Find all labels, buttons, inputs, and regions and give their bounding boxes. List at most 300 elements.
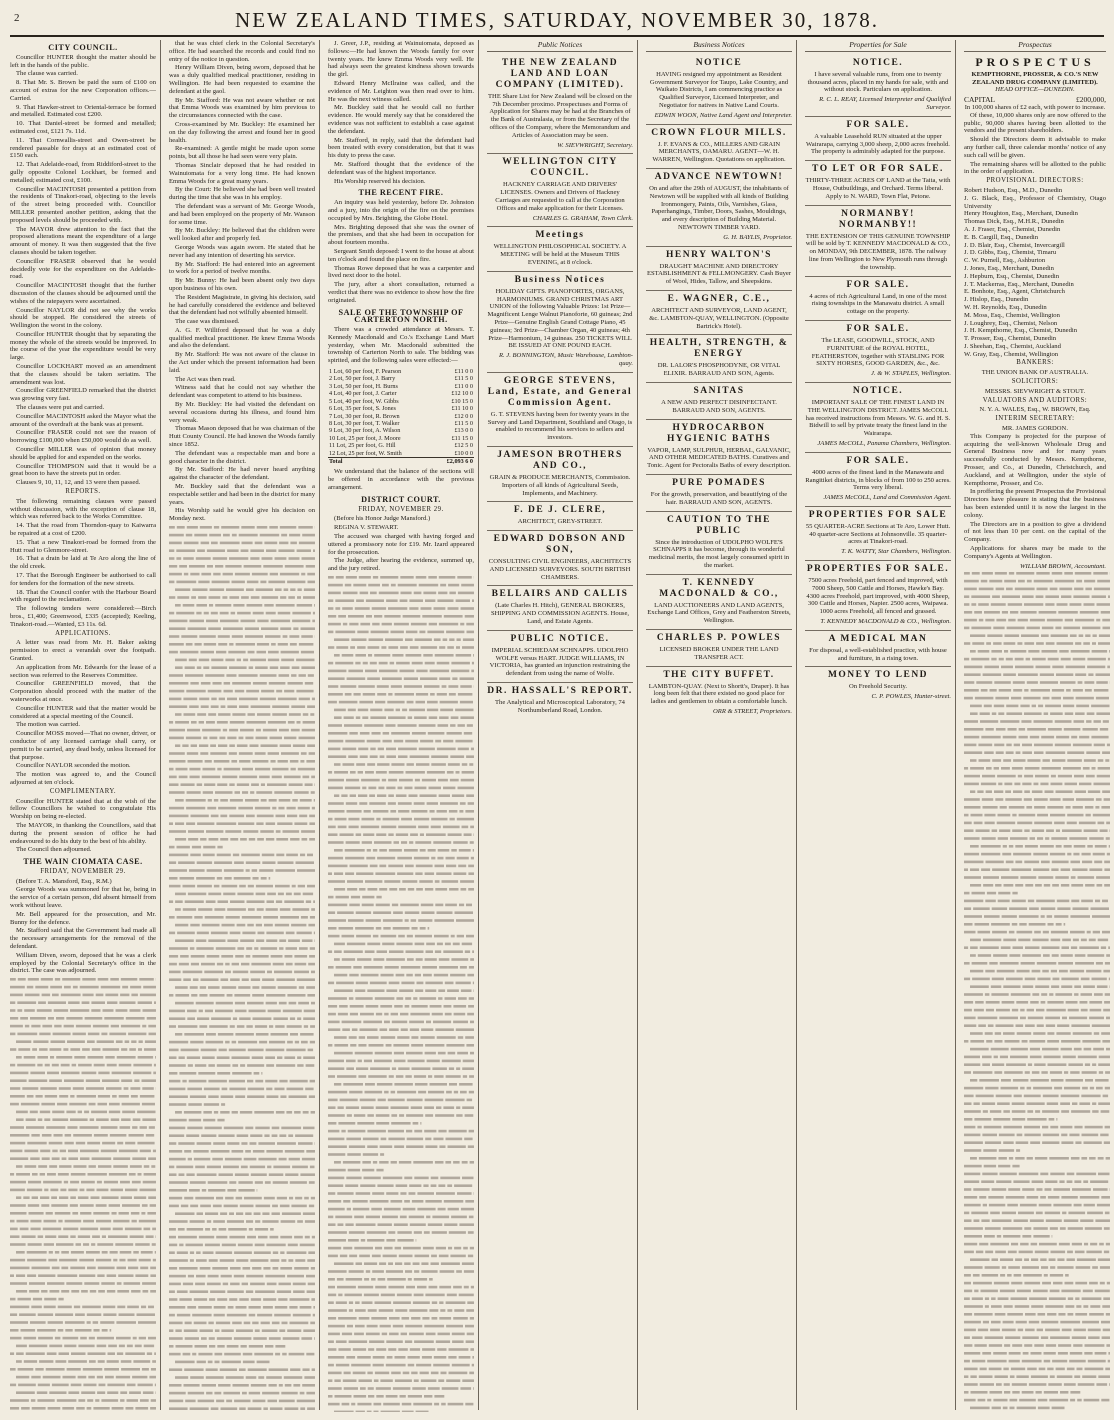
paragraph: Councillor MACINTOSH presented a petition from the residents of Tinakori-road, objecting to the levels of the street being proceeded with. Councillor MILLER presented another petition, asking that the proposed levels should be proceeded with. [10,185,156,224]
price-cell: £10 15 0 [451,397,473,405]
director-name: J. Loughrey, Esq., Chemist, Nelson [964,319,1058,327]
ad-title: NOTICE. [852,57,904,68]
advertisement [805,206,951,277]
ad-body: A valuable Leasehold RUN situated at the upper Wairarapa, carrying 3,000 sheep, 2,000 acres freehold. The property is admirably adapted for the purpose. [806,132,950,156]
paragraph: The accused was charged with having forged and uttered a promissory note for £19. Mr. Izard appeared for the prosecution. [328,532,474,556]
lot-cell: 7 Lot, 30 per foot, R. Brown [329,412,400,420]
paragraph: 11. That Cornwallis-street and Owen-street be rendered passable for drays at an estimated cost of £150 each. [10,136,156,160]
table-row [328,383,474,390]
column-heading: Prospectus [964,40,1106,52]
ad-title: WELLINGTON CITY COUNCIL. [502,157,618,179]
dateline: FRIDAY, NOVEMBER 29. [358,505,444,513]
ad-body: G. T. STEVENS having been for twenty years in the Survey and Land Department, Southland and Otago, is enabled to recommend his services to sellers and investors. [487,410,633,442]
article-heading: THE WAIN CIOMATA CASE. [23,857,143,867]
ad-signature: R. J. BONNINGTON, Music Warehouse, Lambton-quay. [498,352,633,367]
table-row [328,442,474,449]
ad-title: THE CITY BUFFET. [663,669,775,680]
paragraph: There was a crowded attendance at Messrs. T. Kennedy Macdonald and Co.'s Exchange Land Mart yesterday, when Mr. Macdonald submitted the township of Carterton North to sale. The bidding was spirited, and the following sales were effected:— [328,326,474,365]
director-name: Robert Hudson, Esq., M.D., Dunedin [964,186,1063,194]
ad-title: Business Notices [514,274,606,285]
lot-cell: 10 Lot, 25 per foot, J. Moore [329,434,401,442]
paragraph: that he was chief clerk in the Colonial Secretary's office. He had searched the records and could find no entry of the notice in question. [169,40,315,63]
paragraph: 15. That a new Tinakori-road be formed from the Hutt road to Glenmore-street. [10,538,156,554]
directors-heading: PROVISIONAL DIRECTORS: [986,177,1084,185]
text-texture [10,976,156,1412]
paragraph: Mr. Buckley said that the defendant was a respectable settler and had been in the district for many years. [169,483,315,506]
advertisement [805,453,951,507]
ad-list [487,55,633,719]
director-name: J. H. Kempthorne, Esq., Chemist, Dunedin [964,327,1077,335]
advertisement [646,247,792,291]
advertisement [487,154,633,227]
paragraph: Councillor HUNTER stated that at the wish of the fellow Councillors he wished to congratulate His Worship on being re-elected. [10,797,156,821]
advertisement [487,683,633,719]
ad-body: The Analytical and Microscopical Laboratory, 74 Northumberland Road, London. [495,699,625,714]
ad-list [805,55,951,705]
advertisement [487,631,633,683]
section-heading: COMPLIMENTARY. [49,787,117,795]
director-name: J. Hepburn, Esq., Chemist, Dunedin [964,272,1060,280]
article-body [328,199,474,304]
column-rule [796,40,797,1410]
ad-body: 7500 acres Freehold, part fenced and improved, with 7000 Sheep, 500 Cattle and Horses, Hawke's Bay. 4300 acres Freehold, part improved, with 4000 Sheep, 300 Cattle and Horses, Napier. 2500 acres, Waipawa. 1000 acres Freehold, all fenced and grassed. [806,577,950,616]
prospectus-company: KEMPTHORNE, PROSSER, & CO.'S NEW ZEALAND DRUG COMPANY (LIMITED). [971,70,1099,86]
price-cell: £11 15 0 [451,434,473,442]
table-row [328,413,474,420]
paragraph: The Judge, after hearing the evidence, summed up, and the jury retired. [328,557,474,573]
paragraph: Councillor GREENFIELD moved, that the Corporation should proceed with the matter of the waterworks at once. [10,680,156,703]
advertisement [487,447,633,502]
section-heading: APPLICATIONS. [55,629,111,637]
section-heading: REPORTS. [65,488,101,496]
price-cell: £10 0 0 [454,449,473,457]
director-name: J. D. Blair, Esq., Chemist, Invercargill [964,241,1065,249]
article-heading: DISTRICT COURT. [361,494,441,504]
prospectus-signature: WILLIAM BROWN, Accountant. [1020,562,1106,570]
paragraph: REGINA V. STEWART. [334,524,399,532]
ad-body: 55 QUARTER-ACRE Sections at Te Aro, Lower Hutt. 40 quarter-acre Sections at Johnsonville. 35 quarter-acres at Tinakori-road. [805,522,951,546]
paragraph: Mr. Bell appeared for the prosecution, and Mr. Bunny for the defence. [10,910,156,926]
paragraph: By Mr. Buckley: He had visited the defendant on several occasions during his illness, and found him very weak. [169,401,315,424]
text-texture [328,574,474,1412]
total-row [328,457,474,465]
column-rule [955,40,956,1410]
paragraph: Thomas Rowe deposed that he was a carpenter and lived next door to the hotel. [328,264,474,280]
director-name: M. Moss, Esq., Chemist, Wellington [964,311,1060,319]
paragraph: The motion was carried. [16,721,81,729]
ad-body: HAVING resigned my appointment as Resident Government Surveyor for Taupo, Lake Country, and Waikato Districts, I am commencing practice as Qualified Surveyor, Licensed Interpreter, and Negotiator for natives in Native Land Courts. [649,70,789,109]
paragraph: 17. That the Borough Engineer be authorised to call for tenders for the formation of the new streets. [10,572,156,587]
ad-signature: R. C. L. REAY, Licensed Interpreter and Qualified Surveyor. [819,96,951,111]
ad-signature: T. KENNEDY MACDONALD & CO., Wellington. [820,618,951,626]
ad-body: ARCHITECT, GREY-STREET. [517,518,603,526]
ad-body: DR. LALOR'S PHOSPHODYNE, OR VITAL ELIXIR. BARRAUD AND SON, Agents. [657,362,781,378]
paragraph: By Mr. Stafford: He had never heard anything against the character of the defendant. [169,466,315,482]
paragraph: By the Court: He believed she had been well treated during the time that she was in his employ. [169,186,315,202]
lot-cell: 6 Lot, 35 per foot, S. Jones [329,405,396,413]
ad-title: HYDROCARBON HYGIENIC BATHS [667,422,771,444]
column-rule [637,40,638,1410]
prospectus-body [964,112,1106,176]
secretary-heading: INTERIM SECRETARY: [995,415,1075,423]
table-row [328,420,474,427]
ad-title: FOR SALE. [846,279,910,290]
director-name: J. Jones, Esq., Merchant, Dunedin [964,264,1054,272]
ad-signature: EDWIN WOON, Native Land Agent and Interpreter. [654,111,792,119]
ad-body: On Freehold Security. [849,683,907,691]
solicitors: MESSRS. SIEVWRIGHT & STOUT. [984,387,1086,395]
paragraph: The MAYOR, in thanking the Councillors, said that during the present session of office he had endeavoured to do his duty to the best of his ability. [10,821,156,845]
ad-title: THE NEW ZEALAND LAND AND LOAN COMPANY (LIMITED). [495,57,625,90]
advertisement [646,55,792,125]
advertisement [487,227,633,271]
column-city-council [6,40,160,1412]
paragraph: Councillor FRASER observed that he would decidedly vote for the expenditure on the Adelaide-road. [10,257,156,281]
paragraph: Thomas Sinclair deposed that he had resided in Wainuiomata for a very long time. He had known Emma Woods for a great many years. [169,161,315,185]
advertisement [487,531,633,586]
advertisement [487,373,633,447]
text-texture [169,524,315,1412]
advertisement [805,321,951,383]
masthead-rule [10,35,1104,37]
ad-body: For disposal, a well-established practice, with house and furniture, in a rising town. [809,646,947,662]
paragraph: Councillor MACINTOSH asked the Mayor what the amount of the overdraft at the bank was at present. [10,412,156,428]
paragraph: The remaining shares will be allotted to the public in the order of application. [964,160,1106,176]
paragraph: The clause was carried. [16,70,78,78]
ad-body: VAPOR, LAMP, SULPHUR, HERBAL, GALVANIC, AND OTHER MEDICATED BATHS. Curatives and Tonic. Agent for Pectoralis Baths of every description. [647,446,791,470]
article-body [10,878,156,976]
paragraph: By Mr. Stafford: He was not aware whether or not that Emma Woods was examined by him previous to the circumstances connected with the case. [169,96,315,120]
director-name: T. Prosser, Esq., Chemist, Dunedin [964,335,1057,343]
paragraph: Of these, 10,000 shares only are now offered to the public, 90,000 shares having been allotted to the vendors and the present shareholders. [964,111,1106,135]
paragraph: His Worship reserved his decision. [334,177,426,185]
price-cell: £11 5 0 [454,375,473,383]
ad-body: On and after the 29th of AUGUST, the inhabitants of Newtown will be supplied with all kinds of Building Ironmongery, Paints, Oils, Varnishes, Glass, Paperhangings, Timber, Doors, Sashes, Mouldings, and every description of Building Material. NEWTOWN TIMBER YARD. [649,184,789,231]
article-body [328,326,474,365]
advertisement [805,507,951,561]
paragraph: 8. That Mr. S. Brown be paid the sum of £100 on account of extras for the new Corporation offices.—Carried. [10,79,156,102]
lot-cell: 5 Lot, 40 per foot, W. Gibbs [329,397,399,405]
paragraph: By Mr. Bunny: He had been absent only two days upon business of his own. [169,277,315,292]
paragraph: Cross-examined by Mr. Buckley: He examined her on the day following the arrest and found her in good health. [169,120,315,144]
director-name: C. W. Purnell, Esq., Ashburton [964,257,1046,265]
director-name: E. B. Cargill, Esq., Dunedin [964,233,1039,241]
paragraph: The clauses were put and carried. [16,404,105,412]
advertisement [805,117,951,161]
paragraph: Councillor HUNTER thought the matter should be left in the hands of the public. [10,53,156,69]
paragraph: His Worship said he would give his decision on Monday next. [169,507,315,523]
paragraph: William Diven, sworn, deposed that he was a clerk employed by the Colonial Secretary's office in the district. The case was adjourned. [10,951,156,975]
paragraph: The following tenders were considered:—Birch bros., £1,400; Greenwood, £335 (accepted); Keeling, Tinakori-road.—Wanted, £3 11s. 6d. [10,605,156,628]
article-continuation [328,574,474,1412]
prospectus-title: PROSPECTUS [975,54,1095,69]
article-continuation [10,976,156,1412]
director-name: W. Gray, Esq., Chemist, Wellington [964,350,1059,358]
advertisement [487,272,633,373]
column-business-notices [642,40,796,1412]
ad-title: NOTICE [695,57,743,68]
advertisement [646,169,792,247]
ad-signature: W. SIEVWRIGHT, Secretary. [557,141,633,149]
paragraph: The Directors are in a position to give a dividend of not less than 10 per cent. on the capital of the Company. [964,520,1106,544]
capital-value: £200,000, [1076,95,1106,105]
paragraph: The following remaining clauses were passed without discussion, with the exception of clause 18, which was referred back to the Works Committee. [10,497,156,521]
advertisement [487,502,633,531]
paragraph: Mr. Stafford said that the Government had made all the necessary arrangements for the removal of the defendant. [10,927,156,951]
article-body [10,54,156,487]
paragraph: The Council then adjourned. [16,846,92,854]
ad-body: IMPORTANT SALE OF THE FINEST LAND IN THE WELLINGTON DISTRICT. JAMES McCOLL has received instructions from Messrs. W. G. and H. S. Bidwill to sell by private treaty the finest land in the Wairarapa. [805,398,951,438]
bankers-heading: BANKERS: [1016,359,1054,367]
advertisement [646,667,792,720]
column-rule [478,40,479,1410]
lot-cell: 1 Lot, 60 per foot, F. Pearson [329,368,402,376]
ad-title: SANITAS [693,385,745,396]
paragraph: 9. That Hawker-street to Oriental-terrace be formed and metalled. Estimated cost £200. [10,103,156,119]
article-continuation [169,524,315,1412]
lot-cell: 9 Lot, 30 per foot, A. Wilson [329,427,401,435]
lot-cell: 12 Lot, 25 per foot, W. Smith [329,449,402,457]
advertisement [805,55,951,117]
ad-body: I have several valuable runs, from one to twenty thousand acres, placed in my hands for sale, with and without stock. Particulars on application. [807,70,949,94]
ad-title: PROPERTIES FOR SALE. [806,564,950,575]
ad-body: The LEASE, GOODWILL, STOCK, AND FURNITURE of the ROYAL HOTEL, FEATHERSTON, together with STABLING FOR SIXTY HORSES, GOOD GARDEN, &c., &c. [811,336,945,368]
advertisement [805,383,951,453]
page-number: 2 [14,12,20,24]
paragraph: The jury, after a short consultation, returned a verdict that there was no evidence to show how the fire originated. [328,281,474,304]
dateline: FRIDAY, NOVEMBER 29. [40,867,126,875]
ad-title: PUBLIC NOTICE. [510,633,610,644]
ad-signature: JAMES McCOLL, Land and Commission Agent. [823,494,951,502]
bankers: THE UNION BANK OF AUSTRALIA. [981,369,1089,377]
advertisement [646,335,792,383]
total-label: Total [328,457,434,465]
masthead [0,0,1114,36]
lot-cell: 3 Lot, 50 per foot, H. Burns [329,382,398,390]
paragraph: (Before T. A. Mansford, Esq., R.M.) [16,877,112,885]
capital-note: In 100,000 shares of £2 each, with power to increase. [964,103,1106,111]
advertisement [487,55,633,155]
paragraph: George Woods was summoned for that he, being in the service of a certain person, did absent himself from work without leave. [10,886,156,910]
paragraph: The motion was agreed to, and the Council adjourned at ten o'clock. [10,771,156,786]
ad-body: THIRTY-THREE ACRES OF LAND at the Taita, with House, Outbuildings, and Orchard. Terms liberal. Apply to N. WARD, Town Flat, Petone. [805,177,951,200]
director-name: J. Sheehan, Esq., Chemist, Auckland [964,342,1061,350]
ad-title: FOR SALE. [846,455,910,466]
advertisement [487,586,633,630]
ad-title: BELLAIRS AND CALLIS [491,589,629,600]
article-body [328,468,474,491]
column-rule [319,40,320,1410]
price-cell: £12 5 0 [454,442,473,450]
paragraph: Councillor THOMPSON said that it would be a great boon to have the streets put in order. [10,462,156,478]
ad-signature: C. P. POWLES, Hunter-street. [871,693,951,701]
lot-cell: 4 Lot, 40 per foot, J. Carter [329,390,397,398]
table-row [328,450,474,458]
column-properties-for-sale [801,40,955,1412]
ad-body: THE Share List for New Zealand will be closed on the 7th December proximo. Prospectuses and Forms of Application for Shares may be had at the Branches of the Bank of Australasia, or from the Secretary of the offices of the Company, where the Memorandum and Articles of Association may be seen. [488,92,632,139]
paragraph: By Mr. Stafford: He had entered into an agreement to work for a period of twelve months. [169,260,315,276]
ad-title: JAMESON BROTHERS AND CO., [497,449,623,471]
ad-title: E. WAGNER, C.E., [667,293,771,304]
paragraph: 16. That a drain be laid at Te Aro along the line of the old creek. [10,555,156,571]
paragraph: Clauses 9, 10, 11, 12, and 13 were then passed. [16,479,141,487]
ad-title: CAUTION TO THE PUBLIC [667,514,771,536]
ad-title: TO LET OR FOR SALE. [812,164,944,175]
price-cell: £12 0 0 [454,412,473,420]
column-heading: Public Notices [487,40,633,52]
advertisement [646,291,792,335]
paragraph: (Before his Honor Judge Mansford.) [334,515,431,523]
paragraph: Sergeant Smith deposed: I went to the house at about ten o'clock and found the place on fire. [328,247,474,263]
paragraph: We understand that the balance of the sections will be offered in accordance with the previous arrangement. [328,468,474,491]
advertisement [805,667,951,705]
advertisement [805,161,951,205]
ad-title: NORMANBY! NORMANBY!! [838,208,918,230]
ad-title: MONEY TO LEND [827,670,929,681]
paragraph: Should the Directors deem it advisable to make any further call, three calendar months' notice of any such call will be given. [964,136,1106,159]
solicitors-heading: SOLICITORS: [1011,378,1059,386]
ad-signature: G. H. BAYLIS, Proprietor. [723,233,792,241]
paragraph: Councillor MACINTOSH thought that the further discussion of the clauses should be adjourned until the wishes of the ratepayers were ascertained. [10,282,156,305]
article-heading: SALE OF THE TOWNSHIP OF CARTERTON NORTH. [338,307,464,325]
paragraph: The Act was then read. [175,375,236,383]
price-cell: £12 10 0 [451,390,473,398]
ad-body: 4000 acres of the finest land in the Manawatu and Rangitikei districts, in blocks of from 100 to 250 acres. Terms very liberal. [805,468,951,492]
total-value: £2,093 6 0 [434,457,474,465]
ad-body: (Late Charles H. Hitch), GENERAL BROKERS, SHIPPING AND COMMISSION AGENTS. House, Land, and Estate Agents. [490,602,630,626]
advertisement [646,575,792,630]
column-heading: CITY COUNCIL. [48,43,118,52]
price-cell: £11 0 0 [454,368,473,376]
paragraph: Councillor NAYLOR did not see why the works should be stopped. He considered the streets of Wellington the worst in the colony. [10,306,156,330]
paragraph: Councillor MOSS moved—That no owner, driver, or conductor of any licensed carriage shall carry, or permit to be carried, any dead body, unless licensed for that purpose. [10,730,156,761]
advertisement [646,475,792,512]
paragraph: The MAYOR drew attention to the fact that the proposed alterations meant the expenditure of a large amount of money. It was then suggested that the five clauses should be taken together. [10,225,156,256]
ad-title: GEORGE STEVENS, Land, Estate, and General Commission Agent. [487,375,633,408]
newspaper-title: NEW ZEALAND TIMES, SATURDAY, NOVEMBER 30, 1878. [235,8,879,32]
ad-title: NOTICE. [852,385,904,396]
paragraph: A letter was read from Mr. H. Baker asking permission to erect a verandah over the footpath. Granted. [10,639,156,662]
ad-signature: J. & W. STAPLES, Wellington. [871,370,951,378]
paragraph: An application from Mr. Edwards for the lease of a section was referred to the Reserves Committee. [10,663,156,679]
advertisement [646,420,792,475]
ad-title: HENRY WALTON'S [666,249,772,260]
director-name: J. D. Gibbs, Esq., Chemist, Timaru [964,249,1057,257]
ad-title: DR. HASSALL'S REPORT. [487,686,633,697]
paragraph: J. Greer, J.P., residing at Wainuiomata, deposed as follows:—He had known the Woods family for over twenty years. He knew Emma Woods very well. He had always seen the greatest kindness shown towards the girl. [328,40,474,79]
advertisement [646,383,792,420]
advertisement [805,561,951,631]
sales-table [328,368,474,465]
paragraph: Re-examined: A gentle might be made upon some points, but all those he had seen were very plain. [169,145,315,161]
table-row [328,398,474,405]
table-row [328,405,474,412]
paragraph: Councillor HUNTER said that the matter would be considered at a special meeting of the Council. [10,704,156,720]
paragraph: The defendant was a servant of Mr. George Woods, and had been employed on the property of Mr. Wanson for some time. [169,202,315,226]
article-body [169,40,315,523]
article-body [10,639,156,786]
article-continuation [964,570,1106,1412]
paragraph: In proffering the present Prospectus the Provisional Directors have pleasure in stating that the business has been extended until it is now the largest in the colony. [964,488,1106,519]
paragraph: Thomas Mason deposed that he was chairman of the Hutt County Council. He had known the Woods family since 1852. [169,425,315,449]
paragraph: This Company is projected for the purpose of acquiring the well-known Wholesale Drug and General Business now and for many years successfully conducted by Messrs. Kempthorne, Prosser, and Co., at Dunedin, Christchurch, and Auckland, and at Wellington, under the style of Kempthorne, Prosser, and Co. [964,432,1106,487]
ad-body: LAMBTON-QUAY. (Next to Shortt's, Draper). It has long been felt that there existed no good place for ladies and gentlemen to obtain a comfortable lunch. [648,682,790,706]
director-name: Thomas Dick, Esq., M.H.R., Dunedin [964,218,1064,226]
ad-body: DRAUGHT MACHINE AND DIRECTORY ESTABLISHMENT & FELLMONGERY. Cash Buyer of Wool, Hides, Tallow, and Sheepskins. [646,262,792,286]
text-texture [964,570,1110,1412]
paragraph: Henry William Diven, being sworn, deposed that he was a duly qualified medical practitioner, residing in Wellington. He had been requested to examine the defendant at the gaol. [169,64,315,95]
ad-title: F. DE J. CLERE, [513,505,607,516]
valuators-heading: VALUATORS AND AUDITORS: [982,396,1088,404]
ad-title: T. KENNEDY MACDONALD & CO., [659,577,779,599]
advertisement [805,277,951,321]
paragraph: Councillor GREENFIELD remarked that the district was growing very fast. [10,387,156,403]
paragraph: Councillor HUNTER thought that by separating the money the whole of the streets would be improved. In the course of the year the expenditure would be very large. [10,330,156,362]
paragraph: Mr. Stafford, in reply, said that the defendant had been treated with every consideration, but that it was his duty to press the case. [328,136,474,160]
article-body [328,515,474,573]
head-office: HEAD OFFICE—DUNEDIN. [995,86,1075,94]
paragraph: 10. That Daniel-street be formed and metalled; estimated cost, £121 7s. 11d. [10,120,156,135]
lot-cell: 8 Lot, 30 per foot, T. Walker [329,419,400,427]
ad-title: Meetings [535,230,585,241]
advertisement [646,630,792,667]
paragraph: A. G. F. Williford deposed that he was a duly qualified medical practitioner. He knew Emma Woods and also the defendant. [169,326,315,350]
paragraph: Witness said that he could not say whether the defendant was competent to attend to his business. [169,384,315,400]
ad-signature: JAMES McCOLL, Panama Chambers, Wellington. [817,439,951,447]
table-row [328,427,474,434]
lot-cell: 2 Lot, 50 per foot, J. Barry [329,375,396,383]
column-court-case [165,40,319,1412]
column-prospectus [960,40,1110,1412]
article-body [328,40,474,185]
ad-title: HEALTH, STRENGTH, & ENERGY [649,338,789,360]
paragraph: The Resident Magistrate, in giving his decision, said he had carefully considered the evidence and believed that the defendant had not wilfully absented himself. [169,293,315,317]
ad-body: LAND AUCTIONEERS AND LAND AGENTS, Exchange Land Offices, Grey and Featherston Streets, Wellington. [647,601,791,625]
advertisement [646,125,792,169]
ad-body: For the growth, preservation, and beautifying of the hair. BARRAUD AND SON, AGENTS. [650,490,788,506]
ad-title: FOR SALE. [846,119,910,130]
column-news [324,40,478,1412]
ad-list [646,55,792,720]
ad-title: A MEDICAL MAN [828,633,928,644]
ad-body: A NEW AND PERFECT DISINFECTANT. BARRAUD AND SON, AGENTS. [661,398,777,414]
paragraph: Mr. Stafford thought that the evidence of the defendant was of the highest importance. [328,160,474,176]
director-name: E. Bonhote, Esq., Agent, Christchurch [964,288,1065,296]
price-cell: £11 10 0 [451,405,473,413]
paragraph: 18. That the Council confer with the Harbour Board with regard to the reclamation. [10,588,156,604]
paragraph: An inquiry was held yesterday, before Dr. Johnston and a jury, into the origin of the fire on the premises occupied by Mrs. Brighting, the Globe Hotel. [328,199,474,222]
ad-title: EDWARD DOBSON AND SON, [493,534,627,556]
table-row [328,435,474,442]
article-body [10,798,156,855]
director-name: Henry Houghton, Esq., Merchant, Dunedin [964,210,1078,218]
table-row [328,375,474,382]
ad-body: GRAIN & PRODUCE MERCHANTS, Commission. Importers of all kinds of Agricultural Seeds, Implements, and Machinery. [489,473,631,497]
ad-title: FOR SALE. [846,323,910,334]
column-heading: Business Notices [646,40,792,52]
ad-body: HACKNEY CARRIAGE AND DRIVERS' LICENSES. Owners and Drivers of Hackney Carriages are requested to call at the Corporation Offices and make application for their Licenses. [495,181,625,212]
capital-line [964,96,1106,104]
ad-title: PROPERTIES FOR SALE [808,509,948,520]
ad-signature: CHARLES G. GRAHAM, Town Clerk. [532,214,633,222]
ad-body: HOLIDAY GIFTS. PIANOFORTES, ORGANS, HARMONIUMS. GRAND CHRISTMAS ART UNION of the following Valuable Prizes: 1st Prize—Magnificent Lenge Walnut Pianoforte, 60 guineas; 2nd Prize—Genuine English Grand Cottage Piano, 45 guineas; 3rd Prize—Chamber Organ, 40 guineas; 4th Prize—Harmonium, 14 guineas. 250 TICKETS WILL BE ISSUED AT ONE POUND EACH. [487,287,633,350]
ad-title: PURE POMADES [672,477,766,488]
paragraph: 12. That Adelaide-road, from Riddiford-street to the gully opposite Colonel Lockhart, be formed and metalled; estimated cost, £100. [10,161,156,184]
paragraph: Councillor LOCKHART moved as an amendment that the clauses should be taken seriatim. The amendment was lost. [10,363,156,386]
paragraph: By Mr. Stafford: He was not aware of the clause in the Act under which the present information had been laid. [169,351,315,374]
paragraph: The case was dismissed. [175,318,240,326]
article-body [10,498,156,629]
